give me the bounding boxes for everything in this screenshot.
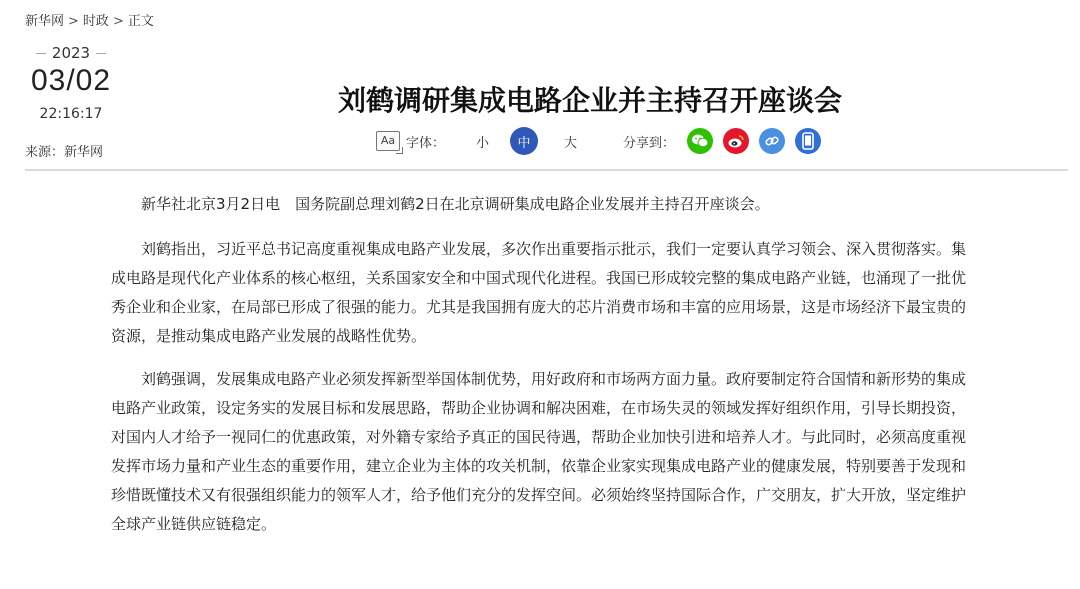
breadcrumb-current: 正文 — [127, 14, 154, 29]
weibo-icon — [727, 133, 745, 149]
share-wechat-button[interactable] — [687, 128, 713, 154]
share-label: 分享到： — [623, 135, 676, 151]
publish-date — [22, 44, 120, 122]
header-divider — [25, 169, 1068, 171]
font-size-icon: Aa — [376, 131, 400, 151]
article-paragraph: 刘鹤指出，习近平总书记高度重视集成电路产业发展，多次作出重要指示批示，我们一定要认真学习领会、深入贯彻落实。集成电路是现代化产业体系的核心枢纽，关系国家安全和中国式现代化进程。我国已形成较完整的集成电路产业链，也涌现了一批优秀企业和企业家，在局部已形成了很强的能力。尤其是我国拥有庞大的芯片消费市场和丰富的应用场景，这是市场经济下最宝贵的资源，是推动集成电路产业发展的战略性优势。 — [111, 240, 967, 345]
font-size-large-button[interactable]: 大 — [564, 135, 578, 151]
share-weibo-button[interactable] — [723, 128, 749, 154]
breadcrumb — [25, 10, 154, 29]
breadcrumb-home-link[interactable]: 新华网 — [25, 14, 65, 29]
publish-time: 22:16:17 — [39, 106, 103, 122]
year-divider-left — [36, 53, 46, 54]
article-body — [111, 190, 973, 553]
article-toolbar — [376, 126, 831, 156]
publish-year: 2023 — [51, 44, 91, 62]
article-source: 来源：新华网 — [25, 145, 104, 160]
article-title: 刘鹤调研集成电路企业并主持召开座谈会 — [337, 83, 842, 117]
breadcrumb-separator: > — [68, 14, 79, 29]
share-link-button[interactable] — [759, 128, 785, 154]
font-size-medium-button[interactable]: 中 — [510, 127, 538, 155]
article-paragraph: 新华社北京3月2日电 国务院副总理刘鹤2日在北京调研集成电路企业发展并主持召开座谈会。 — [141, 195, 770, 213]
publish-month-day: 03/02 — [30, 64, 112, 97]
font-size-small-button[interactable]: 小 — [476, 135, 490, 151]
mobile-icon — [801, 132, 815, 150]
wechat-icon — [691, 133, 709, 149]
font-label: 字体： — [406, 135, 446, 151]
year-row — [22, 44, 120, 62]
year-divider-right — [96, 53, 106, 54]
link-icon — [764, 133, 780, 149]
article-paragraph: 刘鹤强调，发展集成电路产业必须发挥新型举国体制优势，用好政府和市场两方面力量。政府要制定符合国情和新形势的集成电路产业政策，设定务实的发展目标和发展思路，帮助企业协调和解决困难，在市场失灵的领域发挥好组织作用，引导长期投资，对国内人才给予一视同仁的优惠政策，对外籍专家给予真正的国民待遇，帮助企业加快引进和培养人才。与此同时，必须高度重视发挥市场力量和产业生态的重要作用，建立企业为主体的攻关机制，依靠企业家实现集成电路产业的健康发展，特别要善于发现和珍惜既懂技术又有很强组织能力的领军人才，给予他们充分的发挥空间。必须始终坚持国际合作，广交朋友，扩大开放，坚定维护全球产业链供应链稳定。 — [111, 370, 967, 533]
share-mobile-button[interactable] — [795, 128, 821, 154]
breadcrumb-separator: > — [112, 14, 124, 29]
breadcrumb-section-link[interactable]: 时政 — [82, 14, 109, 29]
